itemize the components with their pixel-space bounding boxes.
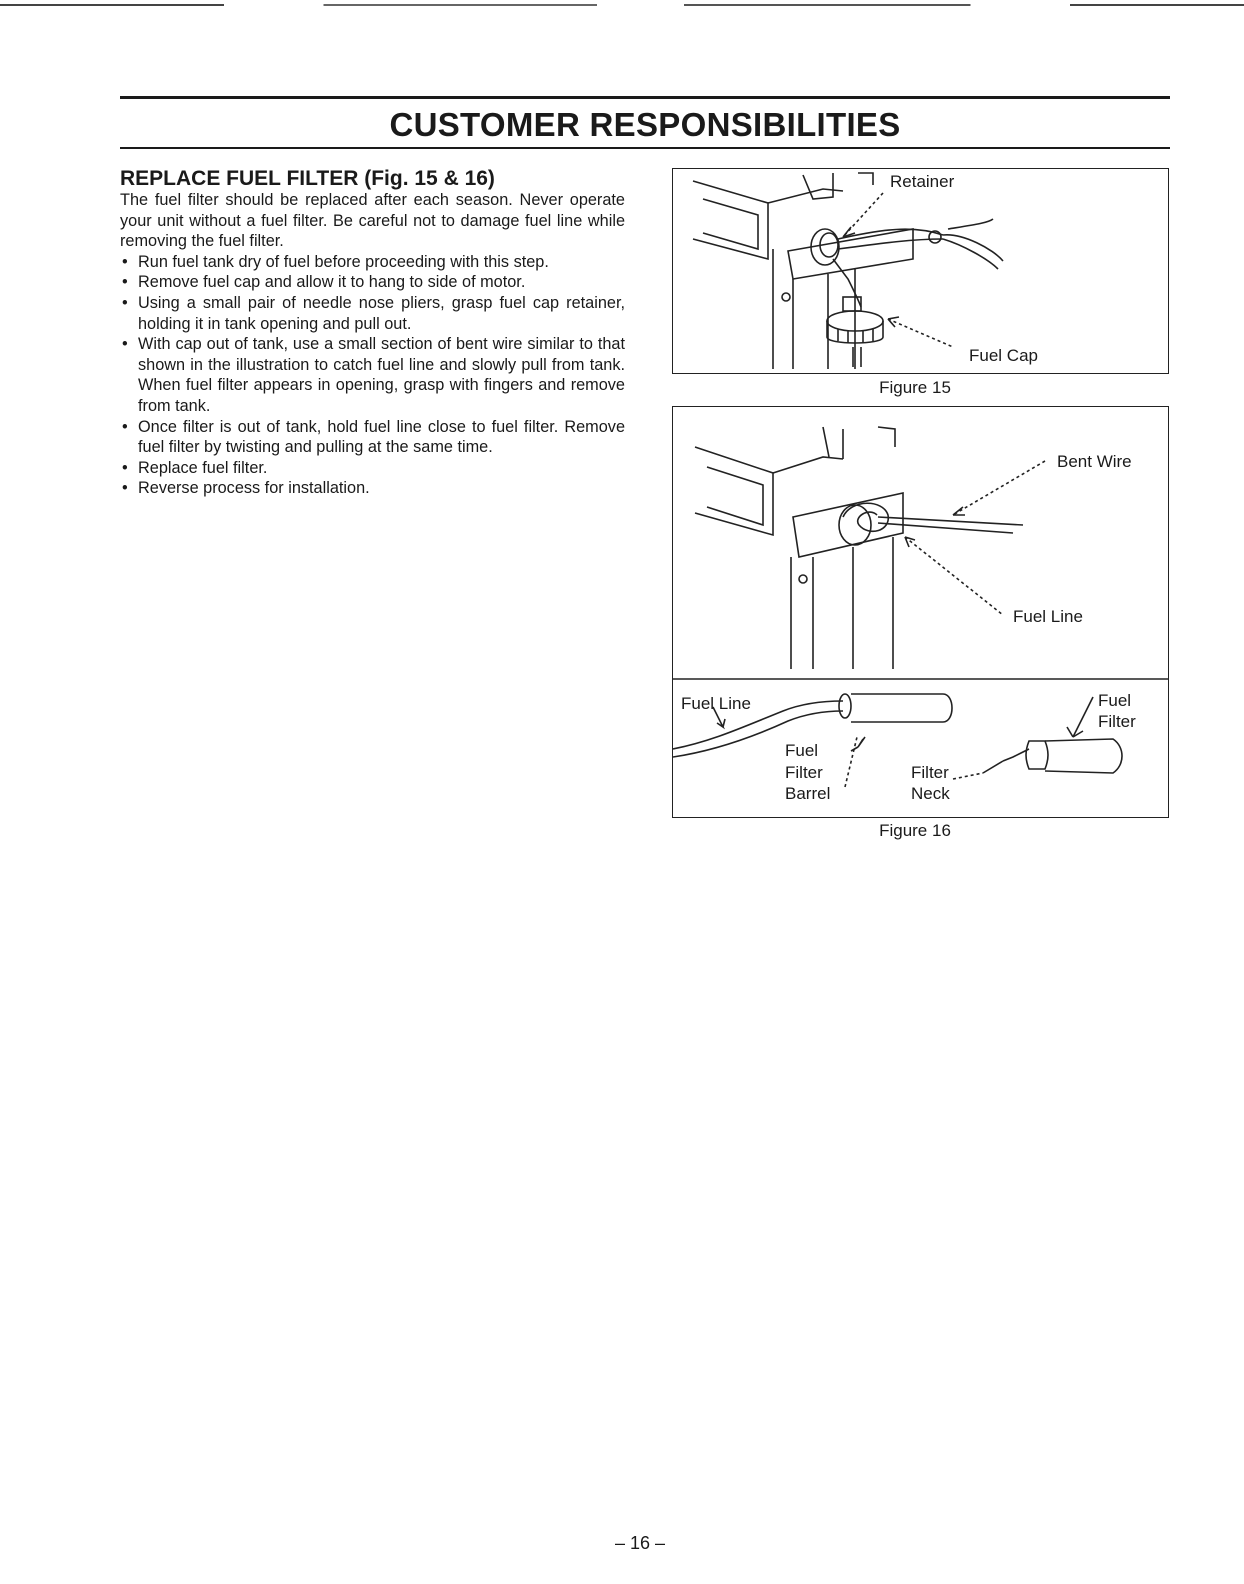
- fuel-filter-barrel-label-line-1: Fuel: [785, 741, 819, 760]
- step-item: • Remove fuel cap and allow it to hang to side of motor.: [120, 272, 625, 293]
- step-item: • Using a small pair of needle nose pliers, grasp fuel cap retainer, holding it in tank opening and pull out.: [120, 293, 625, 334]
- bent-wire-label: Bent Wire: [1057, 452, 1132, 471]
- page-title: CUSTOMER RESPONSIBILITIES: [389, 106, 901, 143]
- step-item: • Run fuel tank dry of fuel before proceeding with this step.: [120, 252, 625, 273]
- fuel-cap-label: Fuel Cap: [969, 346, 1038, 365]
- instructions-column: [120, 190, 625, 499]
- figure-15-illustration: [672, 168, 1169, 374]
- fuel-filter-label-line-2: Filter: [1098, 712, 1136, 731]
- intro-paragraph: The fuel filter should be replaced after each season. Never operate your unit without a fuel filter. Be careful not to damage fuel line while removing the fuel filter.: [120, 191, 625, 251]
- filter-neck-label-line-2: Neck: [911, 784, 950, 803]
- step-item: • Once filter is out of tank, hold fuel line close to fuel filter. Remove fuel filter by twisting and pulling at the same time.: [120, 417, 625, 458]
- step-item: • With cap out of tank, use a small section of bent wire similar to that shown in the illustration to catch fuel line and slowly pull from tank. When fuel filter appears in opening, grasp with fingers and remove from tank.: [120, 334, 625, 416]
- title-rule-bottom: [120, 147, 1170, 149]
- fuel-filter-barrel-label-line-3: Barrel: [785, 784, 831, 803]
- scan-edge-line: [0, 4, 1244, 6]
- figure-15-caption: Figure 15: [879, 378, 951, 397]
- page-number: – 16 –: [614, 1533, 666, 1553]
- figure-15-drawing: [673, 169, 1168, 373]
- filter-neck-label-line-1: Filter: [911, 763, 949, 782]
- step-item: • Replace fuel filter.: [120, 458, 625, 479]
- fuel-line-label: Fuel Line: [1013, 607, 1083, 626]
- section-heading: REPLACE FUEL FILTER (Fig. 15 & 16): [120, 167, 495, 190]
- steps-list: [120, 252, 625, 499]
- fuel-line-detail-label: Fuel Line: [681, 694, 751, 713]
- fuel-filter-label-line-1: Fuel: [1098, 691, 1132, 710]
- figure-16-caption: Figure 16: [879, 821, 951, 840]
- fuel-filter-barrel-label-line-2: Filter: [785, 763, 823, 782]
- title-rule-top: [120, 96, 1170, 99]
- figure-16-illustration: [672, 406, 1169, 818]
- retainer-label: Retainer: [890, 172, 955, 191]
- step-item: • Reverse process for installation.: [120, 478, 625, 499]
